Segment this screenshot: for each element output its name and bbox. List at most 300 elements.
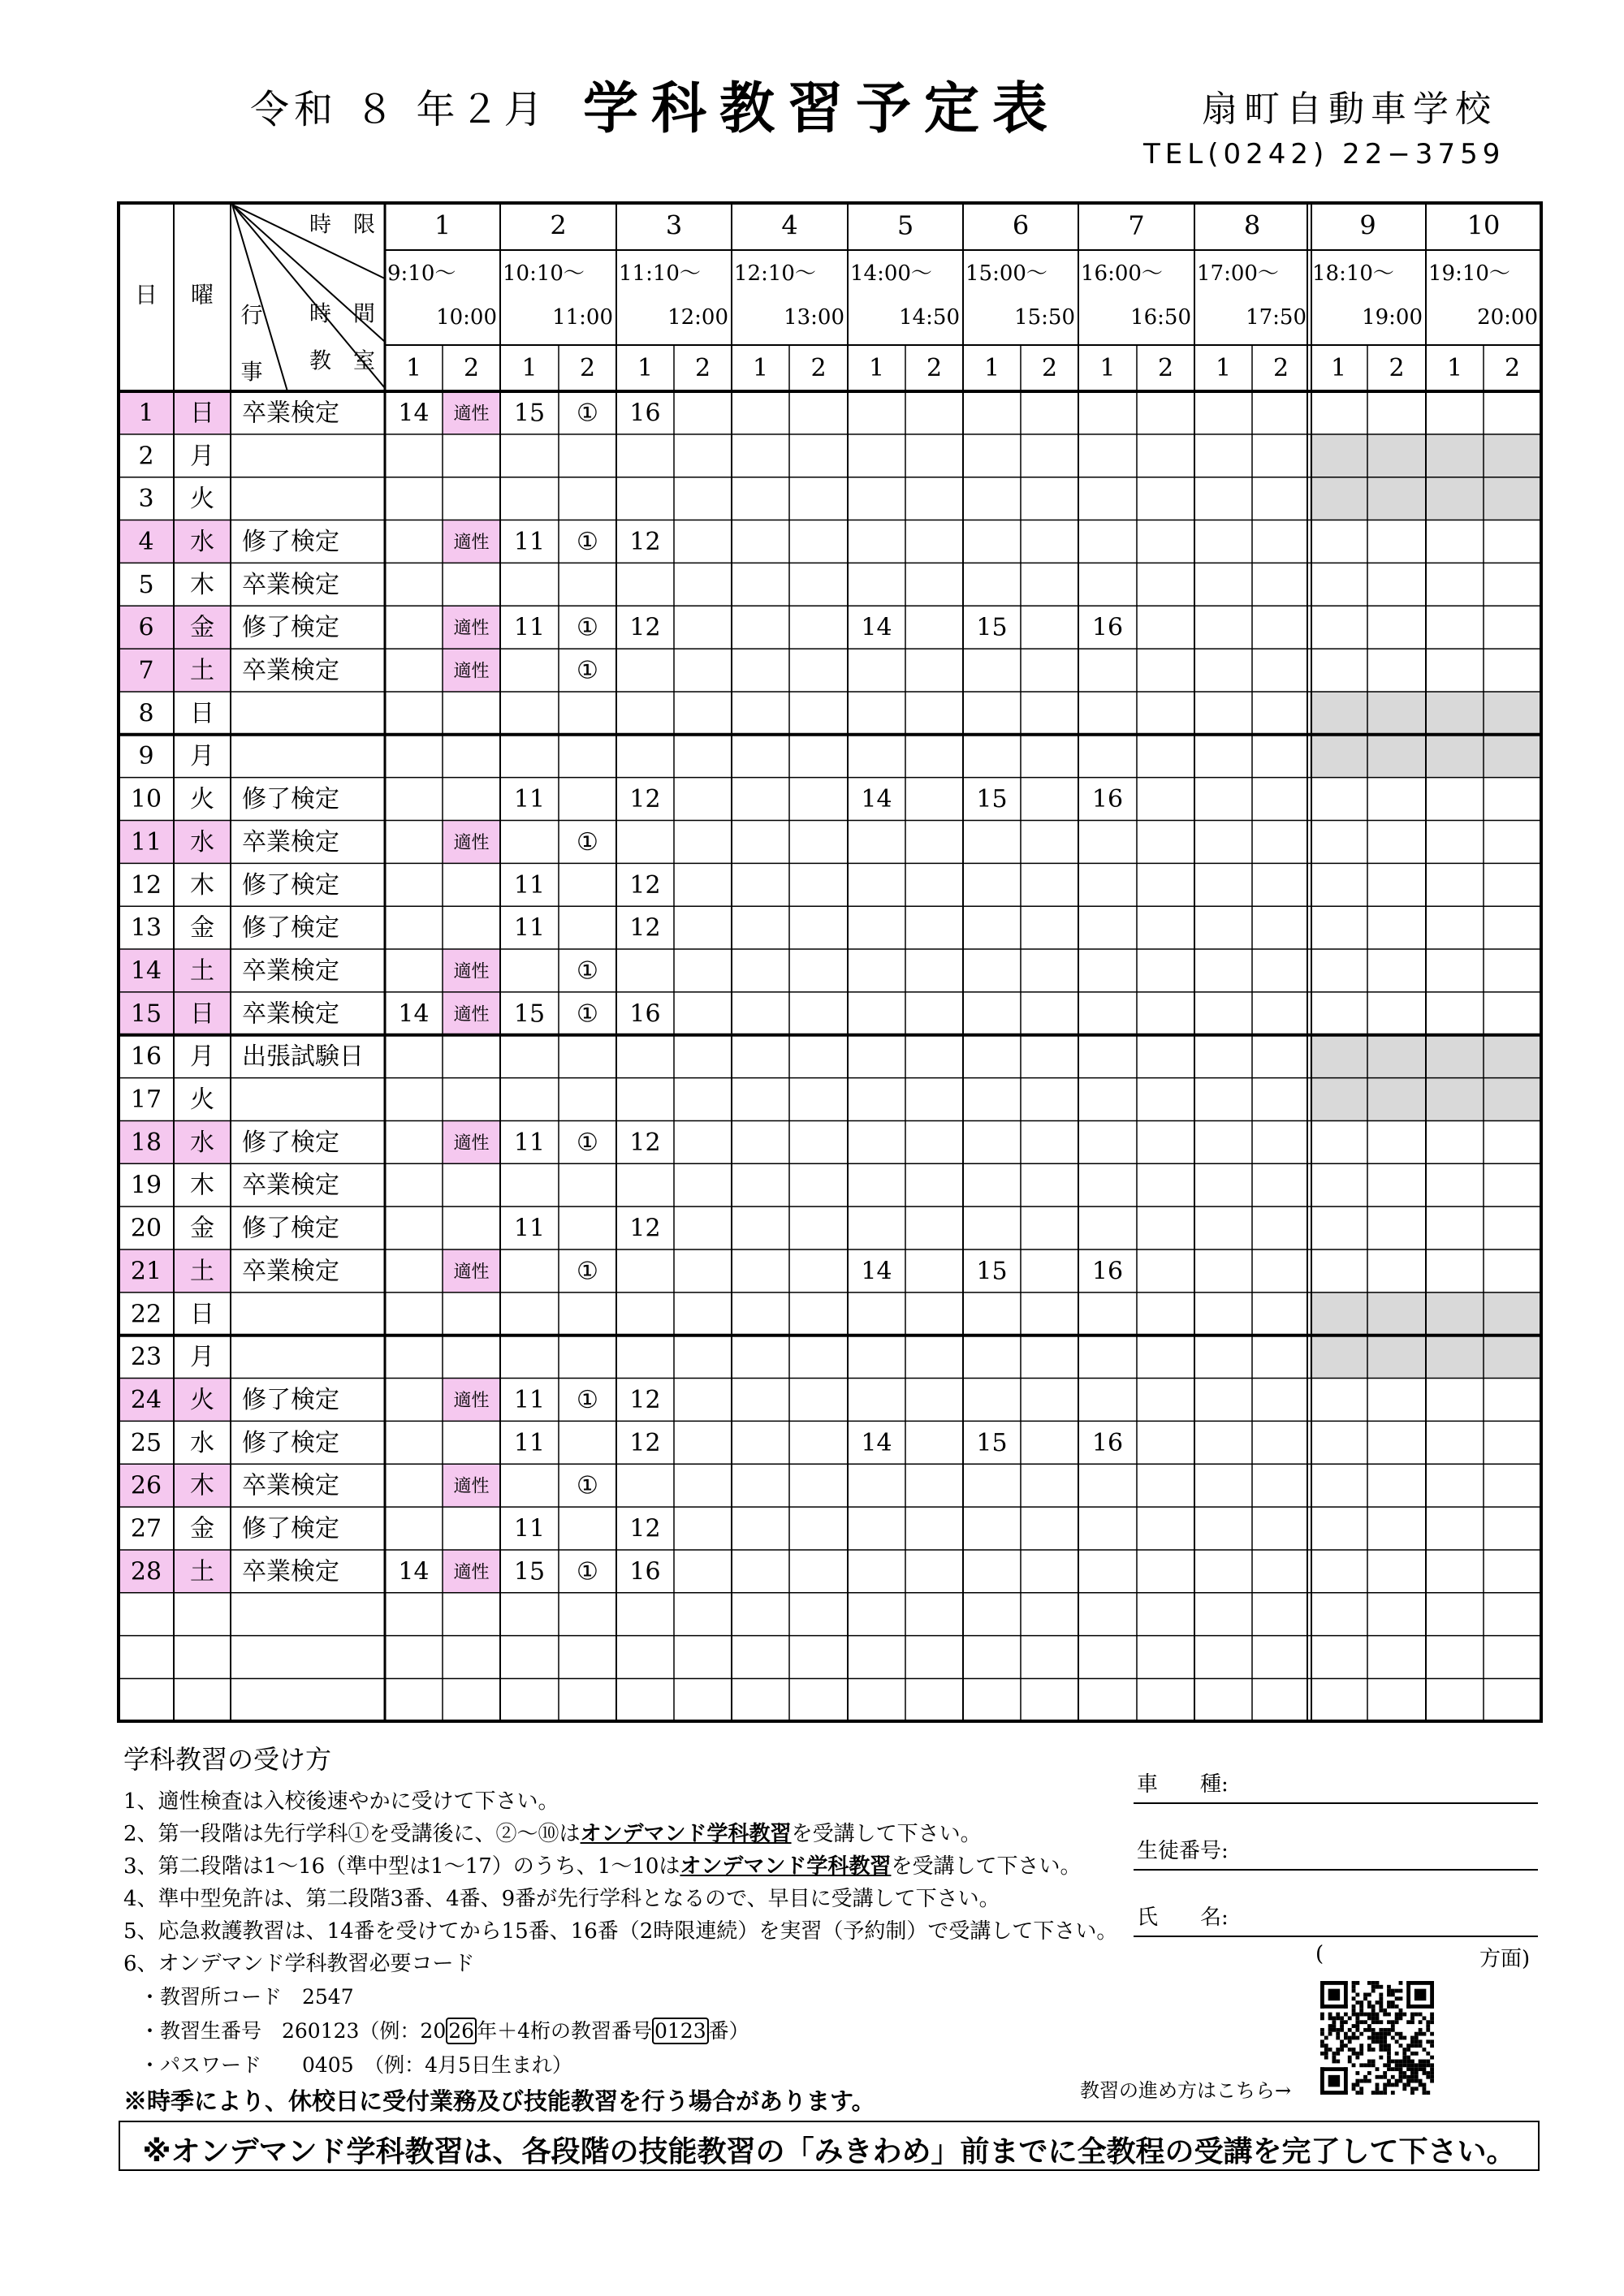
qr-module	[1387, 2048, 1391, 2052]
qr-module	[1406, 2020, 1410, 2024]
qr-module	[1320, 2028, 1324, 2032]
qr-module	[1387, 2067, 1391, 2071]
lesson-number-cell: ①	[577, 1471, 598, 1500]
qr-module	[1415, 2039, 1419, 2044]
qr-module	[1426, 2020, 1430, 2024]
period-end-time: 13:00	[784, 305, 844, 330]
period-number: 6	[1012, 209, 1030, 241]
row-event: 修了検定	[242, 1214, 339, 1243]
qr-module	[1402, 2087, 1406, 2091]
student-number-field[interactable]: 生徒番号:	[1134, 1832, 1538, 1871]
qr-module	[1399, 1989, 1403, 1993]
qr-module	[1355, 2079, 1359, 2083]
row-event: 卒業検定	[242, 1257, 339, 1286]
period-number: 3	[665, 209, 683, 241]
row-day: 2	[138, 442, 154, 471]
qr-module	[1340, 2024, 1344, 2028]
room-number: 1	[521, 354, 538, 382]
qr-module	[1344, 2013, 1348, 2017]
qr-module	[1352, 1985, 1356, 1989]
qr-module	[1336, 2013, 1340, 2017]
period-end-time: 10:00	[436, 305, 497, 330]
qr-module	[1359, 2005, 1363, 2009]
qr-module	[1359, 2000, 1363, 2005]
period-number: 4	[781, 209, 798, 241]
qr-module	[1383, 2039, 1387, 2044]
qr-module	[1426, 2028, 1430, 2032]
facility-code: ・教習所コード 2547	[140, 1985, 354, 2009]
row-weekday: 火	[190, 1085, 214, 1115]
qr-module	[1415, 2067, 1419, 2071]
qr-module	[1383, 2009, 1387, 2013]
qr-module	[1395, 2083, 1399, 2087]
row-weekday: 水	[190, 1428, 214, 1457]
lesson-number-cell: 12	[629, 1214, 661, 1243]
lesson-number-cell: 11	[513, 870, 546, 900]
qr-module	[1336, 2048, 1340, 2052]
weekday-column-header: 曜	[190, 281, 214, 309]
qr-module	[1419, 2032, 1423, 2036]
row-weekday: 木	[190, 570, 214, 599]
row-weekday: 水	[190, 527, 214, 556]
qr-module	[1410, 2087, 1415, 2091]
period-start-time: 16:00〜	[1081, 261, 1163, 286]
day-column-header: 日	[134, 281, 158, 309]
qr-module	[1399, 2032, 1403, 2036]
period-end-time: 15:50	[1014, 305, 1075, 330]
qr-module	[1423, 2083, 1427, 2087]
qr-module	[1387, 2020, 1391, 2024]
row-event: 卒業検定	[242, 399, 339, 428]
qr-module	[1423, 2060, 1427, 2064]
qr-module	[1352, 2009, 1356, 2013]
row-weekday: 土	[190, 1557, 214, 1586]
qr-module	[1383, 2063, 1387, 2067]
qr-module	[1359, 2087, 1363, 2091]
qr-module	[1415, 2075, 1419, 2079]
qr-module	[1399, 2009, 1403, 2013]
room-number: 2	[694, 354, 711, 382]
qr-module	[1379, 2044, 1383, 2048]
qr-module	[1376, 2075, 1380, 2079]
qr-module	[1367, 2048, 1371, 2052]
qr-module	[1355, 1992, 1359, 1996]
qr-module	[1391, 2024, 1395, 2028]
qr-module	[1376, 2000, 1380, 2005]
qr-module	[1320, 2013, 1324, 2017]
qr-module	[1383, 2071, 1387, 2075]
qr-module	[1324, 2056, 1328, 2060]
qr-module	[1355, 2056, 1359, 2060]
row-day: 25	[130, 1428, 162, 1457]
qr-module	[1415, 2071, 1419, 2075]
qr-module	[1324, 2052, 1328, 2056]
row-weekday: 土	[190, 1257, 214, 1286]
qr-module	[1340, 2020, 1344, 2024]
row-weekday: 木	[190, 870, 214, 900]
qr-module	[1367, 2060, 1371, 2064]
qr-module	[1336, 2028, 1340, 2032]
qr-module	[1391, 2083, 1395, 2087]
period-number: 5	[896, 209, 914, 241]
qr-module	[1376, 2020, 1380, 2024]
qr-module	[1371, 2048, 1376, 2052]
row-day: 12	[130, 870, 162, 900]
qr-module	[1367, 1992, 1371, 1996]
period-end-time: 20:00	[1477, 305, 1538, 330]
lesson-number-cell: 14	[861, 613, 892, 642]
row-day: 20	[130, 1214, 162, 1243]
row-event: 卒業検定	[242, 656, 339, 685]
qr-module	[1352, 1996, 1356, 2000]
row-event: 修了検定	[242, 1128, 339, 1157]
qr-module	[1419, 2028, 1423, 2032]
qr-module	[1402, 2048, 1406, 2052]
qr-module	[1367, 2016, 1371, 2020]
qr-module	[1376, 1981, 1380, 1985]
row-day: 10	[130, 785, 162, 814]
car-type-field[interactable]: 車 種:	[1134, 1765, 1538, 1804]
lesson-number-cell: 15	[976, 1257, 1008, 1286]
qr-module	[1340, 2044, 1344, 2048]
qr-module	[1419, 2020, 1423, 2024]
row-day: 1	[138, 399, 154, 428]
password-code: ・パスワード 0405 （例：4月5日生まれ）	[140, 2053, 572, 2077]
qr-module	[1415, 2032, 1419, 2036]
lesson-number-cell: 12	[629, 870, 661, 900]
qr-module	[1363, 2013, 1367, 2017]
period-start-time: 18:10〜	[1312, 261, 1394, 286]
qr-module	[1367, 2044, 1371, 2048]
qr-module	[1415, 2052, 1419, 2056]
lesson-number-cell: 16	[629, 399, 661, 428]
lesson-number-cell: 15	[513, 999, 546, 1029]
lesson-number-cell: ①	[577, 1128, 598, 1157]
lesson-number-cell: 11	[513, 1428, 546, 1457]
room-number: 1	[752, 354, 769, 382]
lesson-number-cell: 14	[398, 399, 430, 428]
instruction-line: 2、第一段階は先行学科①を受講後に、②〜⑩はオンデマンド学科教習を受講して下さい。	[123, 1822, 982, 1846]
qr-module	[1423, 2032, 1427, 2036]
qr-module	[1395, 2052, 1399, 2056]
period-header-label: 時 限	[309, 212, 375, 238]
qr-module	[1355, 2013, 1359, 2017]
period-number: 10	[1466, 209, 1501, 241]
row-day: 23	[130, 1343, 162, 1372]
row-day: 22	[130, 1300, 162, 1329]
qr-module	[1399, 2016, 1403, 2020]
lesson-number-cell: ①	[577, 999, 598, 1029]
qr-module	[1387, 1985, 1391, 1989]
qr-module	[1415, 2044, 1419, 2048]
qr-module	[1379, 2048, 1383, 2052]
qr-module	[1379, 2056, 1383, 2060]
row-event: 卒業検定	[242, 827, 339, 857]
qr-module	[1320, 1981, 1348, 1985]
qr-module	[1399, 2071, 1403, 2075]
qr-module	[1332, 2028, 1336, 2032]
qr-module	[1410, 2044, 1415, 2048]
qr-module	[1426, 2024, 1430, 2028]
qr-module	[1352, 2032, 1356, 2036]
qr-module	[1332, 2020, 1336, 2024]
qr-module	[1426, 2039, 1430, 2044]
qr-module	[1328, 2048, 1332, 2052]
qr-module	[1348, 2060, 1352, 2064]
period-end-time: 19:00	[1362, 305, 1423, 330]
qr-module	[1406, 2063, 1410, 2067]
qr-module	[1379, 2028, 1383, 2032]
qr-code[interactable]	[1320, 1981, 1434, 2095]
qr-module	[1379, 2005, 1383, 2009]
qr-module	[1359, 2091, 1363, 2095]
qr-module	[1371, 2063, 1376, 2067]
qr-module	[1419, 2060, 1423, 2064]
qr-module	[1367, 2063, 1371, 2067]
qr-module	[1383, 2075, 1387, 2079]
qr-module	[1387, 2079, 1391, 2083]
lesson-number-cell: 14	[398, 1557, 430, 1586]
qr-module	[1410, 2016, 1415, 2020]
qr-module	[1359, 2032, 1363, 2036]
qr-module	[1367, 1981, 1371, 1985]
row-event: 修了検定	[242, 1385, 339, 1414]
period-end-time: 17:50	[1246, 305, 1307, 330]
lesson-number-cell: 11	[513, 1214, 546, 1243]
qr-module	[1387, 2063, 1391, 2067]
qr-module	[1324, 2048, 1328, 2052]
row-day: 26	[130, 1471, 162, 1500]
row-event: 卒業検定	[242, 570, 339, 599]
lesson-number-cell: 15	[513, 399, 546, 428]
qr-module	[1423, 2091, 1427, 2095]
qr-module	[1376, 2032, 1380, 2036]
qr-module	[1402, 2071, 1406, 2075]
period-start-time: 9:10〜	[387, 261, 456, 286]
qr-module	[1395, 2067, 1399, 2071]
qr-module	[1415, 2087, 1419, 2091]
row-event: 卒業検定	[242, 999, 339, 1029]
row-event: 修了検定	[242, 785, 339, 814]
qr-module	[1359, 2020, 1363, 2024]
qr-module	[1430, 2039, 1434, 2044]
row-event: 卒業検定	[242, 1171, 339, 1200]
row-event: 修了検定	[242, 527, 339, 556]
footer-notice	[119, 2121, 1540, 2171]
qr-module	[1387, 2056, 1391, 2060]
qr-module	[1367, 2071, 1371, 2075]
room-number: 1	[1446, 354, 1463, 382]
qr-module	[1352, 2024, 1356, 2028]
qr-module	[1387, 1992, 1391, 1996]
row-day: 28	[130, 1557, 162, 1586]
qr-module	[1399, 2067, 1403, 2071]
period-end-time: 14:50	[899, 305, 960, 330]
qr-module	[1387, 2052, 1391, 2056]
row-day: 9	[138, 742, 154, 771]
lesson-number-cell: 16	[1091, 613, 1124, 642]
qr-module	[1332, 2060, 1336, 2064]
aptitude-test-cell: 適性	[453, 1390, 490, 1411]
qr-module	[1328, 2075, 1340, 2087]
qr-module	[1332, 2056, 1336, 2060]
period-end-time: 11:00	[552, 305, 613, 330]
qr-module	[1391, 2028, 1395, 2032]
row-event: 卒業検定	[242, 956, 339, 986]
room-number: 2	[926, 354, 943, 382]
qr-module	[1336, 2032, 1340, 2036]
qr-module	[1406, 2060, 1410, 2064]
qr-module	[1383, 2091, 1387, 2095]
row-day: 4	[138, 527, 154, 556]
qr-module	[1410, 2020, 1415, 2024]
row-day: 7	[138, 656, 154, 685]
qr-module	[1395, 1989, 1399, 1993]
qr-module	[1371, 2039, 1376, 2044]
qr-module	[1395, 2079, 1399, 2083]
qr-module	[1391, 2020, 1395, 2024]
qr-module	[1406, 2056, 1410, 2060]
qr-module	[1371, 2013, 1376, 2017]
row-day: 24	[130, 1385, 162, 1414]
qr-module	[1379, 2009, 1383, 2013]
lesson-number-cell: ①	[577, 399, 598, 428]
row-event: 卒業検定	[242, 1557, 339, 1586]
row-day: 3	[138, 485, 154, 514]
qr-module	[1415, 2036, 1419, 2040]
qr-module	[1402, 2083, 1406, 2087]
qr-module	[1348, 2056, 1352, 2060]
qr-module	[1406, 1981, 1434, 1985]
qr-module	[1352, 2005, 1356, 2009]
qr-module	[1320, 2067, 1324, 2095]
direction-open-paren: (	[1315, 1942, 1324, 1966]
schedule-month: 令和 ８ 年２月	[250, 87, 548, 132]
qr-module	[1367, 2000, 1371, 2005]
qr-module	[1426, 2060, 1430, 2064]
qr-module	[1406, 2005, 1434, 2009]
period-number: 7	[1128, 209, 1145, 241]
qr-module	[1383, 2087, 1387, 2091]
qr-module	[1423, 2071, 1427, 2075]
qr-module	[1391, 2091, 1395, 2095]
qr-module	[1371, 2005, 1376, 2009]
lesson-number-cell: 16	[1091, 1257, 1124, 1286]
qr-module	[1399, 1981, 1403, 1985]
qr-module	[1359, 2079, 1363, 2083]
qr-module	[1379, 2039, 1383, 2044]
qr-module	[1352, 1981, 1356, 1985]
qr-module	[1371, 2091, 1376, 2095]
qr-module	[1376, 1985, 1380, 1989]
qr-module	[1376, 2087, 1380, 2091]
qr-module	[1359, 2009, 1363, 2013]
qr-module	[1340, 2016, 1344, 2020]
qr-module	[1379, 2091, 1383, 2095]
row-day: 19	[130, 1171, 162, 1200]
qr-module	[1344, 2020, 1348, 2024]
qr-module	[1410, 2091, 1415, 2095]
student-number-code: ・教習生番号 260123（例：20 26 年＋4桁の教習番号 0123 番）	[140, 2019, 749, 2043]
aptitude-test-cell: 適性	[453, 661, 490, 682]
qr-module	[1383, 2048, 1387, 2052]
qr-module	[1387, 2013, 1391, 2017]
row-weekday: 日	[190, 399, 214, 428]
name-field[interactable]: 氏 名:	[1134, 1898, 1538, 1937]
room-number: 2	[1041, 354, 1058, 382]
row-weekday: 金	[190, 1214, 214, 1243]
row-weekday: 金	[190, 1514, 214, 1543]
qr-module	[1383, 2013, 1387, 2017]
qr-module	[1430, 1981, 1434, 2009]
qr-module	[1383, 2032, 1387, 2036]
qr-module	[1328, 2032, 1332, 2036]
room-number: 2	[1272, 354, 1289, 382]
qr-module	[1332, 2016, 1336, 2020]
aptitude-test-cell: 適性	[453, 1562, 490, 1583]
qr-module	[1419, 2044, 1423, 2048]
qr-module	[1430, 2075, 1434, 2079]
aptitude-test-cell: 適性	[453, 1262, 490, 1283]
qr-module	[1344, 2067, 1348, 2095]
qr-module	[1371, 1989, 1376, 1993]
row-day: 13	[130, 913, 162, 943]
qr-module	[1367, 2013, 1371, 2017]
qr-module	[1423, 2067, 1427, 2071]
qr-module	[1344, 2032, 1348, 2036]
aptitude-test-cell: 適性	[453, 832, 490, 853]
period-start-time: 15:00〜	[965, 261, 1047, 286]
aptitude-test-cell: 適性	[453, 532, 490, 553]
qr-module	[1423, 2063, 1427, 2067]
qr-module	[1367, 2005, 1371, 2009]
qr-module	[1402, 2036, 1406, 2040]
qr-module	[1387, 2028, 1391, 2032]
row-day: 17	[130, 1085, 162, 1115]
qr-module	[1355, 2020, 1359, 2024]
row-weekday: 金	[190, 613, 214, 642]
qr-module	[1402, 2013, 1406, 2017]
qr-module	[1391, 2067, 1395, 2071]
qr-module	[1352, 2087, 1356, 2091]
qr-module	[1367, 2079, 1371, 2083]
direction-label: 方面)	[1479, 1947, 1531, 1971]
qr-module	[1376, 2013, 1380, 2017]
qr-module	[1371, 2036, 1376, 2040]
qr-module	[1383, 2028, 1387, 2032]
qr-module	[1406, 2048, 1410, 2052]
qr-module	[1402, 2075, 1406, 2079]
qr-module	[1387, 2032, 1391, 2036]
qr-module	[1379, 2020, 1383, 2024]
row-day: 5	[138, 570, 154, 599]
lesson-number-cell: 12	[629, 785, 661, 814]
row-weekday: 火	[190, 1385, 214, 1414]
lesson-number-cell: 16	[1091, 1428, 1124, 1457]
qr-module	[1376, 2083, 1380, 2087]
lesson-number-cell: 14	[861, 1257, 892, 1286]
qr-module	[1355, 2024, 1359, 2028]
aptitude-test-cell: 適性	[453, 1476, 490, 1497]
qr-module	[1387, 2000, 1391, 2005]
qr-module	[1395, 2013, 1399, 2017]
qr-module	[1419, 2079, 1423, 2083]
qr-module	[1406, 2075, 1410, 2079]
lesson-number-cell: ①	[577, 656, 598, 685]
qr-module	[1426, 2052, 1430, 2056]
qr-module	[1430, 2032, 1434, 2036]
aptitude-test-cell: 適性	[453, 961, 490, 982]
